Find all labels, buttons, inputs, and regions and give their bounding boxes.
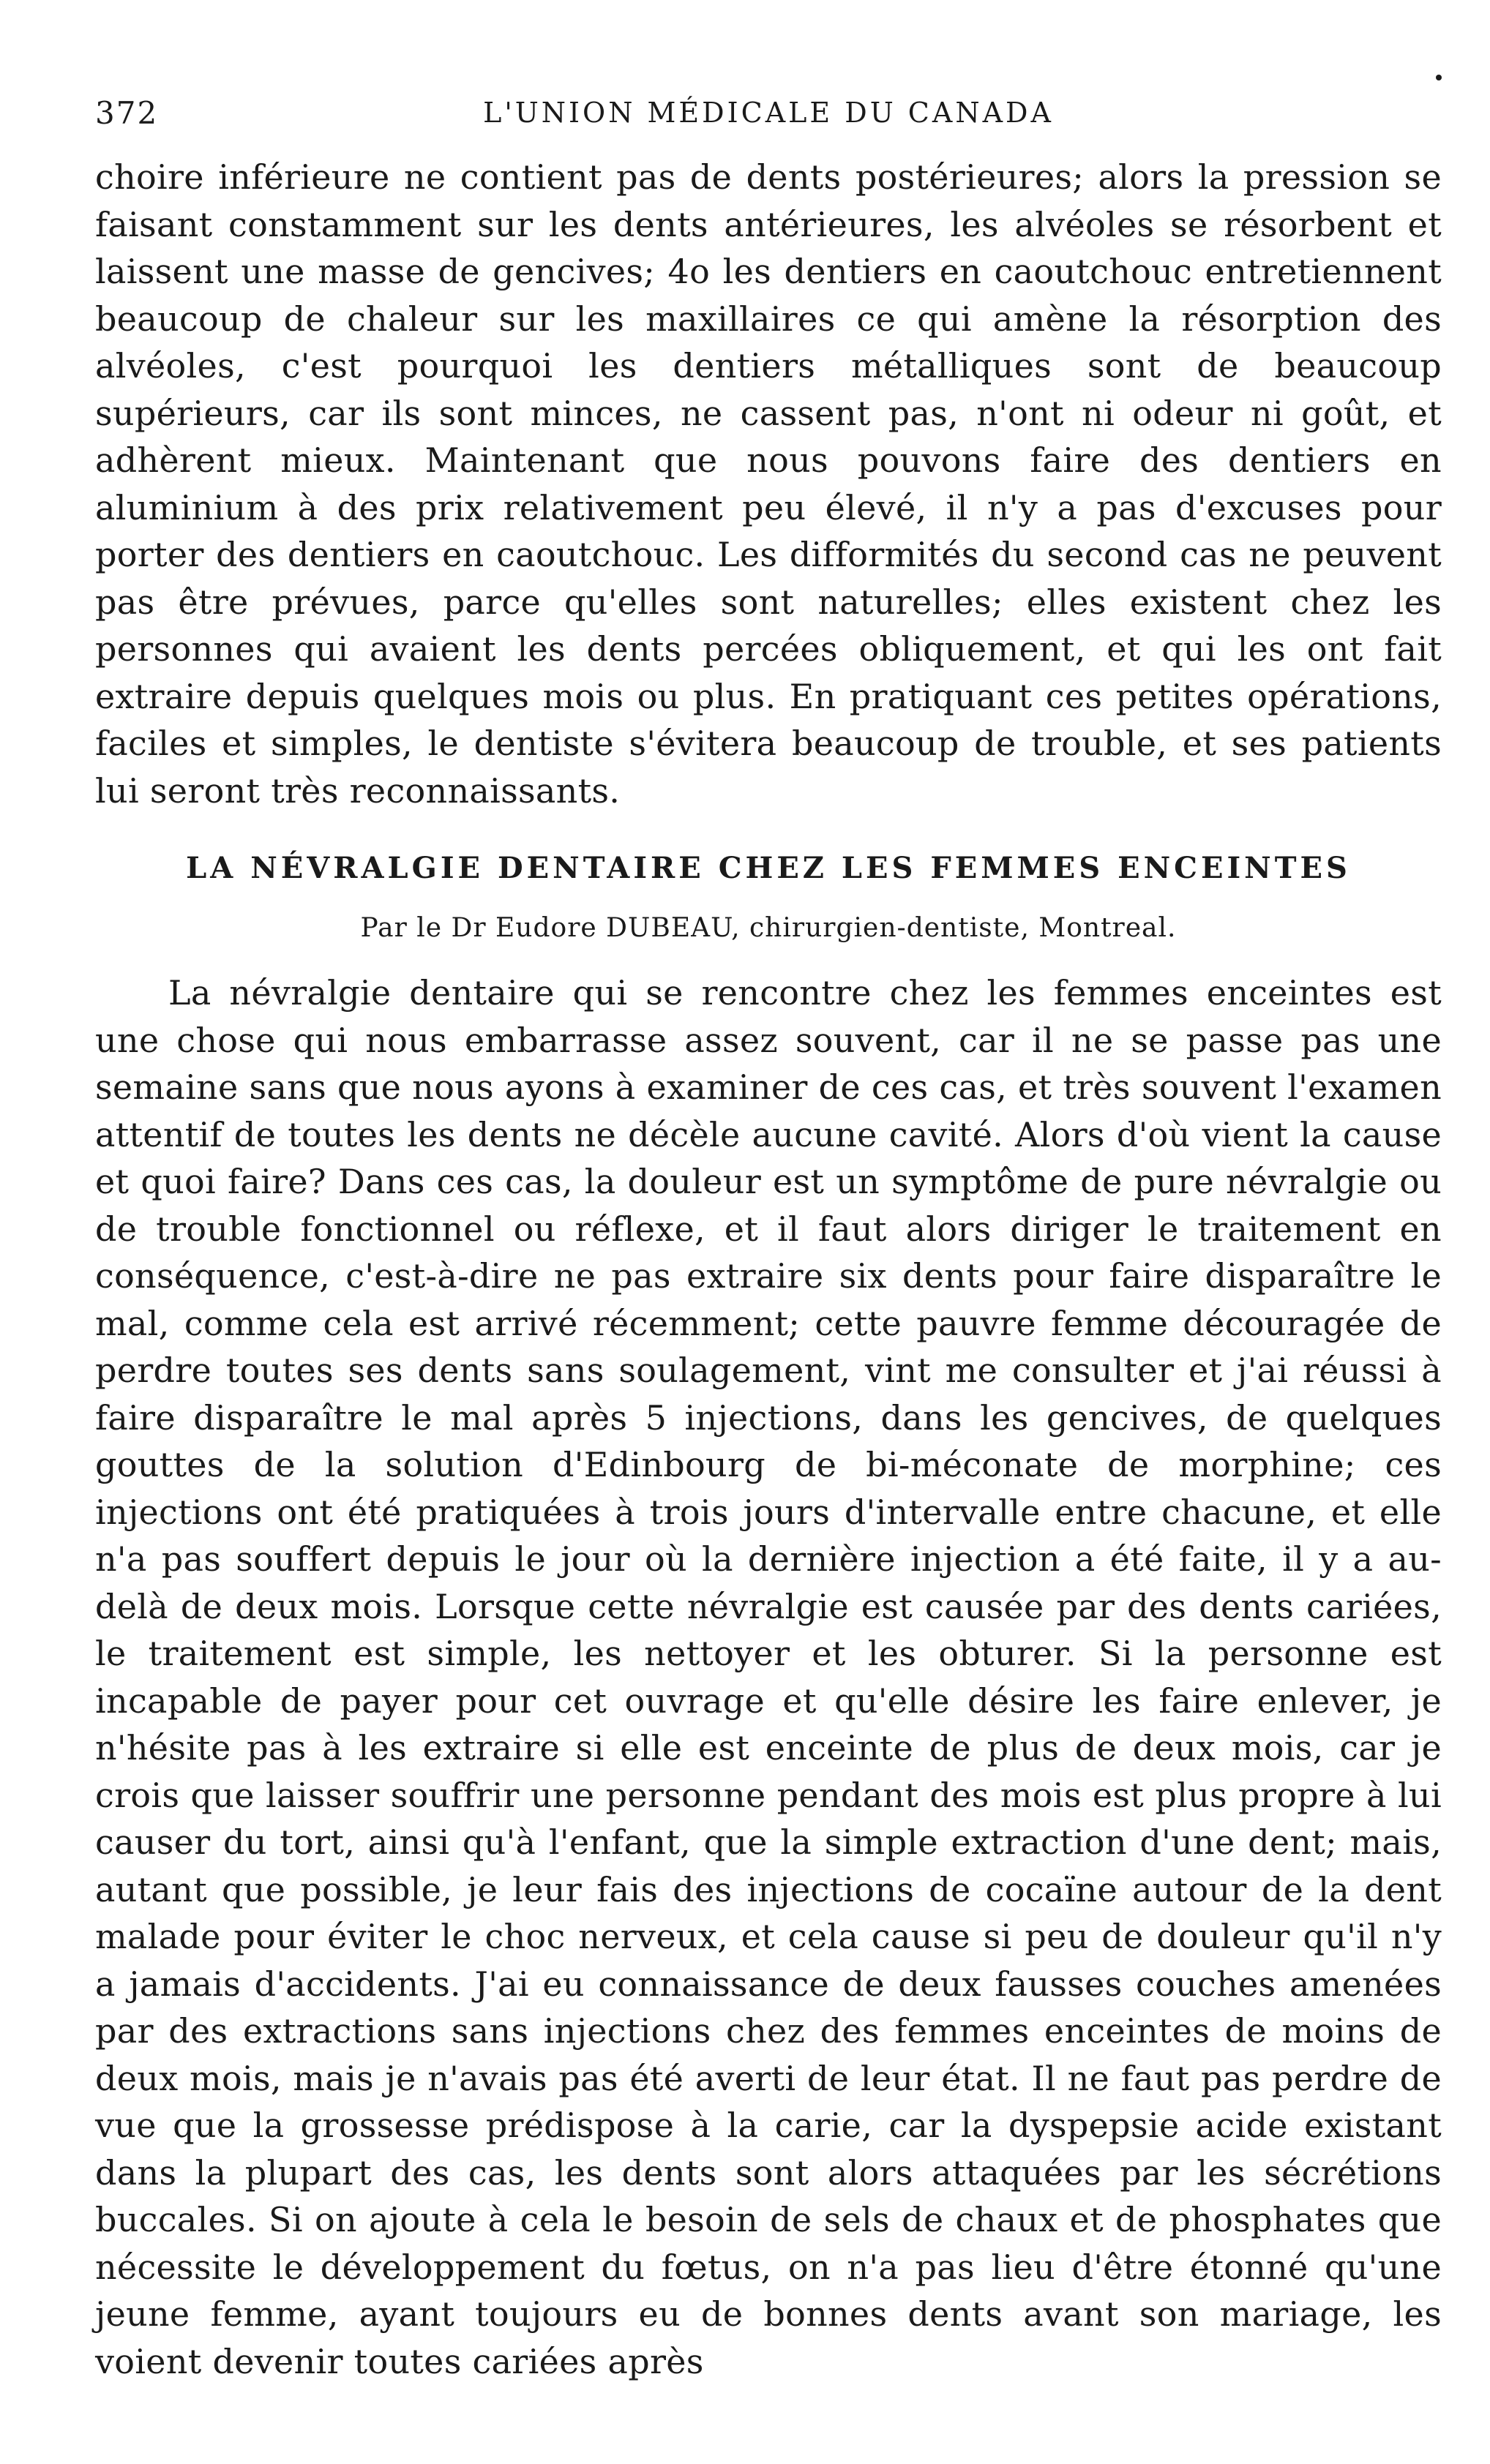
journal-title: L'UNION MÉDICALE DU CANADA	[483, 97, 1054, 129]
continuation-paragraph: choire inférieure ne contient pas de dents postérieures; alors la pression se faisant constamment sur les dents antérieures, les alvéoles se résorbent et laissent une masse de gencives; 4o les dentiers en caoutchouc entretiennent beaucoup de chaleur sur les maxillaires ce qui amène la résorption des alvéoles, c'est pourquoi les dentiers métalliques sont de beaucoup supérieurs, car ils sont minces, ne cassent pas, n'ont ni odeur ni goût, et adhèrent mieux. Maintenant que nous pouvons faire des dentiers en aluminium à des prix relativement peu élevé, il n'y a pas d'excuses pour porter des dentiers en caoutchouc. Les difformités du second cas ne peuvent pas être prévues, parce qu'elles sont naturelles; elles existent chez les personnes qui avaient les dents percées obliquement, et qui les ont fait extraire depuis quelques mois ou plus. En pratiquant ces petites opérations, faciles et simples, le dentiste s'évitera beaucoup de trouble, et ses patients lui seront très reconnaissants.	[95, 157, 1442, 811]
article-byline: Par le Dr Eudore DUBEAU, chirurgien-dentiste, Montreal.	[360, 913, 1177, 943]
print-speck	[1436, 75, 1442, 80]
page	[95, 88, 1442, 2385]
running-head	[95, 88, 1442, 139]
page-number: 372	[95, 95, 159, 131]
article-title: LA NÉVRALGIE DENTAIRE CHEZ LES FEMMES ENCEINTES	[186, 851, 1351, 885]
article-body-paragraph: La névralgie dentaire qui se rencontre chez les femmes enceintes est une chose qui nous embarrasse assez souvent, car il ne se passe pas une semaine sans que nous ayons à examiner de ces cas, et très souvent l'examen attentif de toutes les dents ne décèle aucune cavité. Alors d'où vient la cause et quoi faire? Dans ces cas, la douleur est un symptôme de pure névralgie ou de trouble fonctionnel ou réflexe, et il faut alors diriger le traitement en conséquence, c'est-à-dire ne pas extraire six dents pour faire disparaître le mal, comme cela est arrivé récemment; cette pauvre femme découragée de perdre toutes ses dents sans soulagement, vint me consulter et j'ai réussi à faire disparaître le mal après 5 injections, dans les gencives, de quelques gouttes de la solution d'Edinbourg de bi-méconate de morphine; ces injections ont été pratiquées à trois jours d'intervalle entre chacune, et elle n'a pas souffert depuis le jour où la dernière injection a été faite, il y a au-delà de deux mois. Lorsque cette névralgie est causée par des dents cariées, le traitement est simple, les nettoyer et les obturer. Si la personne est incapable de payer pour cet ouvrage et qu'elle désire les faire enlever, je n'hésite pas à les extraire si elle est enceinte de plus de deux mois, car je crois que laisser souffrir une personne pendant des mois est plus propre à lui causer du tort, ainsi qu'à l'enfant, que la simple extraction d'une dent; mais, autant que possible, je leur fais des injections de cocaïne autour de la dent malade pour éviter le choc nerveux, et cela cause si peu de douleur qu'il n'y a jamais d'accidents. J'ai eu connaissance de deux fausses couches amenées par des extractions sans injections chez des femmes enceintes de moins de deux mois, mais je n'avais pas été averti de leur état. Il ne faut pas perdre de vue que la grossesse prédispose à la carie, car la dyspepsie acide existant dans la plupart des cas, les dents sont alors attaquées par les sécrétions buccales. Si on ajoute à cela le besoin de sels de chaux et de phosphates que nécessite le développement du fœtus, on n'a pas lieu d'être étonné qu'une jeune femme, ayant toujours eu de bonnes dents avant son mariage, les voient devenir toutes cariées après	[95, 973, 1442, 2381]
